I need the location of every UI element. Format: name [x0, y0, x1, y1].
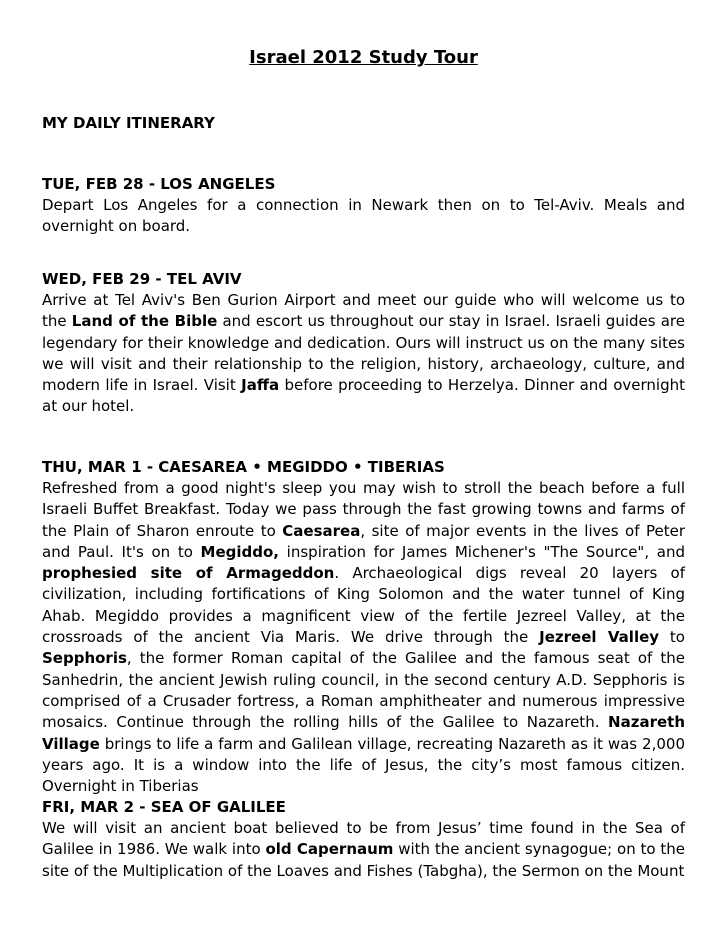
text-run: , site of major events in the lives of Peter and Paul. It's on to — [42, 521, 685, 561]
text-run: brings to life a farm and Galilean village, recreating Nazareth as it was 2,000 years ago. It is a window into the life of Jesus, the city’s most famous citizen. Overnight in Tiberias — [42, 734, 685, 796]
text-run: and escort us throughout our stay in Israel. Israeli guides are legendary for their knowledge and dedication. Ours will instruct us on the many sites we will visit and their relationship to the religion, history, archaeology, culture, and modern life in Israel. Visit — [42, 312, 685, 395]
document-title: Israel 2012 Study Tour — [249, 47, 478, 68]
bold-text-run: prophesied site of Armageddon — [42, 564, 335, 583]
day-description — [42, 478, 685, 797]
day-section-feb-29 — [42, 269, 685, 418]
day-section-mar-2 — [42, 797, 685, 882]
day-description — [42, 290, 685, 418]
bold-text-run: Land of the Bible — [71, 312, 218, 331]
text-run: inspiration for James Michener's "The Source", and — [279, 542, 685, 561]
bold-text-run: Caesarea — [282, 521, 361, 540]
text-run: before proceeding to Herzelya. Dinner and overnight at our hotel. — [42, 376, 685, 416]
text-run: Arrive at Tel Aviv's Ben Gurion Airport and meet our guide who will welcome us to the — [42, 291, 685, 331]
day-heading: TUE, FEB 28 - LOS ANGELES — [42, 175, 276, 193]
day-heading: WED, FEB 29 - TEL AVIV — [42, 270, 242, 288]
itinerary-subtitle: MY DAILY ITINERARY — [42, 114, 215, 132]
day-section-feb-28 — [42, 174, 685, 238]
day-section-mar-1 — [42, 457, 685, 797]
day-description — [42, 818, 685, 882]
bold-text-run: Megiddo, — [200, 542, 280, 561]
day-heading: FRI, MAR 2 - SEA OF GALILEE — [42, 798, 286, 816]
text-run: Depart Los Angeles for a connection in Newark then on to Tel-Aviv. Meals and overnight on board. — [42, 196, 685, 236]
bold-text-run: Nazareth Village — [42, 713, 685, 753]
bold-text-run: Jezreel Valley — [539, 628, 660, 647]
text-run: with the ancient synagogue; on to the site of the Multiplication of the Loaves and Fishes (Tabgha), the Sermon on the Mount — [42, 840, 685, 880]
text-run: . Archaeological digs reveal 20 layers of civilization, including fortifications of King Solomon and the water tunnel of King Ahab. Megiddo provides a magnificent view of the fertile Jezreel Valley, at the crossroads of the ancient Via Maris. We drive through the — [42, 564, 685, 647]
text-run: , the former Roman capital of the Galilee and the famous seat of the Sanhedrin, the ancient Jewish ruling council, in the second century A.D. Sepphoris is comprised of a Crusader fortress, a Roman amphitheater and numerous impressive mosaics. Continue through the rolling hills of the Galilee to Nazareth. — [42, 649, 685, 732]
bold-text-run: old Capernaum — [265, 840, 394, 859]
day-heading: THU, MAR 1 - CAESAREA • MEGIDDO • TIBERIAS — [42, 458, 445, 476]
text-run: We will visit an ancient boat believed to be from Jesus’ time found in the Sea of Galilee in 1986. We walk into — [42, 819, 685, 859]
bold-text-run: Jaffa — [241, 376, 280, 395]
text-run: Refreshed from a good night's sleep you may wish to stroll the beach before a full Israeli Buffet Breakfast. Today we pass through the fast growing towns and farms of the Plain of Sharon enroute to — [42, 479, 685, 540]
text-run: to — [659, 628, 685, 647]
bold-text-run: Sepphoris — [42, 649, 127, 668]
day-description — [42, 195, 685, 238]
